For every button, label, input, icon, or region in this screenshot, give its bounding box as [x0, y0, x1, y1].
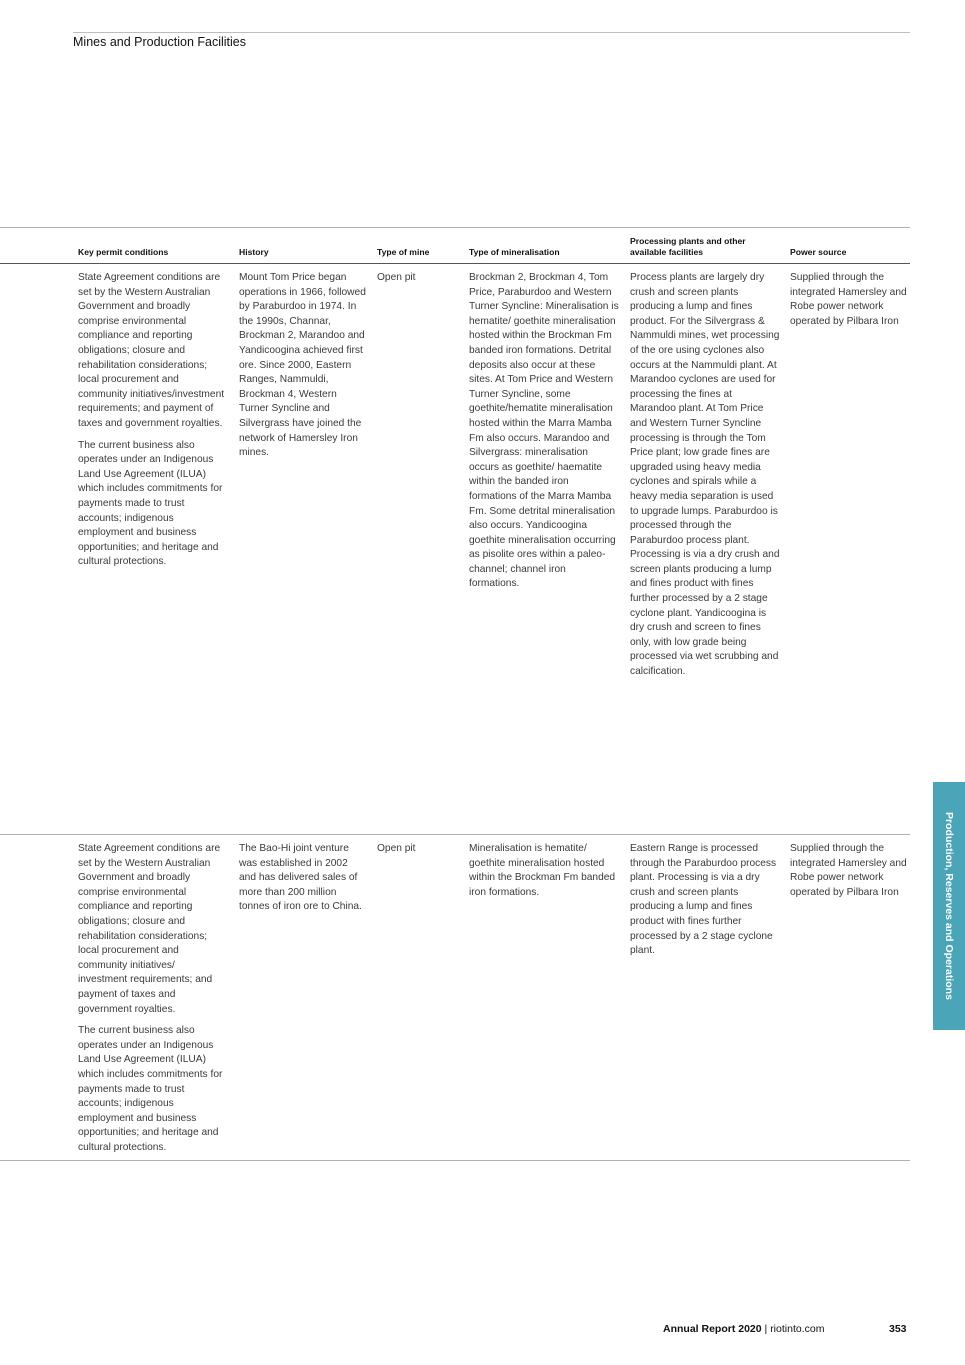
row2-history: The Bao-Hi joint venture was established in 2002 and has delivered sales of more than 200 million tonnes of iron ore to China. [239, 843, 362, 913]
row2-processing-plants: Eastern Range is processed through the Paraburdoo process plant. Processing is via a dry crush and screen plants producing a lump and fines product with fines further processed by a 2 stage cyclone plant. [630, 843, 777, 957]
section-side-tab-label: Production, Reserves and Operations [943, 812, 955, 1000]
row2-permit-paragraph: The current business also operates under an Indigenous Land Use Agreement (ILUA) which includes commitments for payments made to trust accounts; indigenous employment and business opportunities; and heritage and cultural protections. [78, 1025, 223, 1153]
row1-key-permit-conditions [78, 271, 226, 570]
footer-report-title: Annual Report 2020 [663, 1323, 762, 1335]
page-number: 353 [889, 1323, 907, 1335]
header-rule [73, 32, 910, 33]
column-header-power-source: Power source [790, 247, 847, 257]
table-bottom-rule [0, 1160, 910, 1161]
row1-processing-plants: Process plants are largely dry crush and screen plants producing a lump and fines product. For the Silvergrass & Nammuldi mines, wet processing of the ore using cyclones also occurs at the Nammuldi plant. At Marandoo cyclones are used for processing the fines at Marandoo plant. At Tom Price and Western Turner Syncline processing is through the Tom Price plant; low grade fines are upgraded using heavy media cyclones and spirals while a heavy media separation is used to upgrade lumps. Paraburdoo is processed through the Paraburdoo process plant. Processing is via a dry crush and screen plants producing a lump and fines product with fines further processed by a 2 stage cyclone plant. Yandicoogina is dry crush and screen to fines only, with low grade being processed via wet scrubbing and calcification. [630, 272, 780, 678]
row1-permit-paragraph: State Agreement conditions are set by the Western Australian Government and broadly comprise environmental compliance and reporting obligations; closure and rehabilitation considerations; local procurement and community initiatives/investment requirements; and payment of taxes and government royalties. [78, 272, 225, 429]
row-separator-rule [0, 834, 910, 835]
footer-report-line [663, 1323, 824, 1335]
column-header-history: History [239, 247, 269, 257]
page-title: Mines and Production Facilities [73, 35, 246, 49]
column-header-type-of-mine: Type of mine [377, 247, 430, 257]
row1-type-of-mine: Open pit [377, 272, 416, 283]
table-top-rule [0, 227, 910, 228]
column-header-type-of-mineralisation: Type of mineralisation [469, 247, 560, 257]
column-header-key-permit-conditions: Key permit conditions [78, 247, 169, 257]
footer-website-link[interactable]: riotinto.com [770, 1323, 825, 1335]
row1-power-source: Supplied through the integrated Hamersley and Robe power network operated by Pilbara Iron [790, 272, 907, 327]
row2-key-permit-conditions [78, 842, 226, 1155]
row2-permit-paragraph: State Agreement conditions are set by the Western Australian Government and broadly comprise environmental compliance and reporting obligations; closure and rehabilitation considerations; local procurement and community initiatives/ investment requirements; and payment of taxes and government royalties. [78, 843, 221, 1015]
header-bottom-rule [0, 263, 910, 264]
row2-type-of-mine: Open pit [377, 843, 416, 854]
row1-permit-paragraph: The current business also operates under an Indigenous Land Use Agreement (ILUA) which includes commitments for payments made to trust accounts; indigenous employment and business opportunities; and heritage and cultural protections. [78, 439, 223, 568]
section-side-tab[interactable] [933, 782, 965, 1030]
row2-type-of-mineralisation: Mineralisation is hematite/ goethite mineralisation hosted within the Brockman Fm banded iron formations. [469, 843, 616, 898]
column-header-processing-plants: Processing plants and other available facilities [630, 236, 746, 257]
row1-type-of-mineralisation: Brockman 2, Brockman 4, Tom Price, Paraburdoo and Western Turner Syncline: Mineralisation is hematite/ goethite mineralisation hosted within the Brockman Fm banded iron formations. Detrital deposits also occur at these sites. At Tom Price and Western Turner Syncline, some goethite/hematite mineralisation hosted within the Marra Mamba Fm also occurs. Marandoo and Silvergrass: mineralisation occurs as goethite/ haematite within the banded iron formations of the Marra Mamba Fm. Some detrital mineralisation also occurs. Yandicoogina goethite mineralisation occurring as pisolite ores within a paleo-channel; channel iron formations. [469, 272, 619, 590]
row2-power-source: Supplied through the integrated Hamersley and Robe power network operated by Pilbara Iron [790, 843, 907, 898]
row1-history: Mount Tom Price began operations in 1966, followed by Paraburdoo in 1974. In the 1990s, Channar, Brockman 2, Marandoo and Yandicoogina achieved first ore. Since 2000, Eastern Ranges, Nammuldi, Brockman 4, Western Turner Syncline and Silvergrass have joined the network of Hamersley Iron mines. [239, 272, 366, 459]
footer-separator: | [764, 1323, 768, 1335]
